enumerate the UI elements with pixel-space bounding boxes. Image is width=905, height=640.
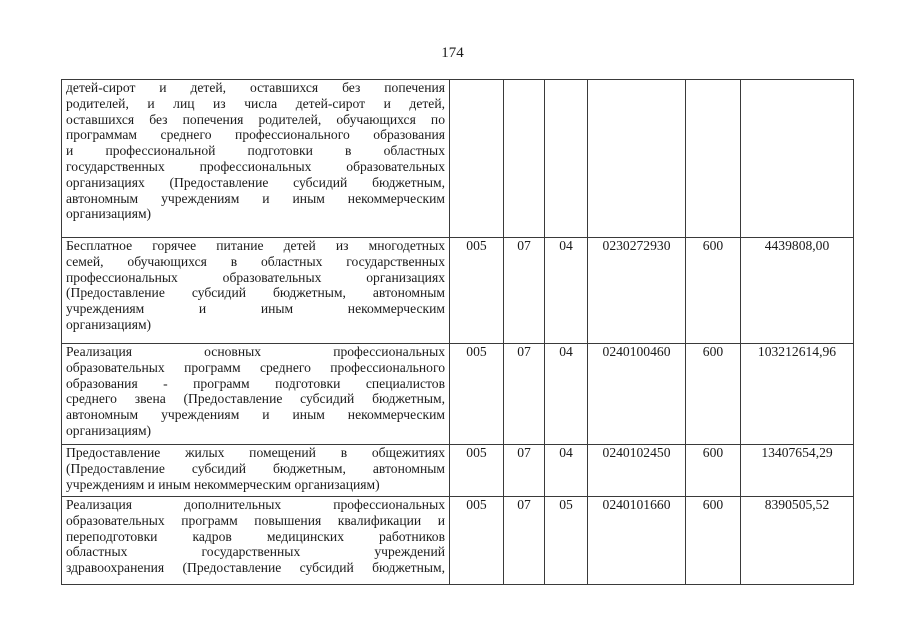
ministry-code-cell [450, 80, 504, 238]
description-line: Бесплатное горячее питание детей из многодетных [66, 238, 445, 253]
target-article-cell: 0230272930 [588, 238, 686, 344]
subsection-code-cell [545, 80, 588, 238]
expense-type-cell: 600 [686, 445, 741, 497]
description-line: оставшихся без попечения родителей, обучающихся по [66, 111, 445, 127]
section-code-cell: 07 [504, 445, 545, 497]
description-line: Реализация дополнительных профессиональных [66, 497, 445, 512]
ministry-code-cell: 005 [450, 344, 504, 445]
description-line: программам среднего профессионального образования [66, 127, 445, 143]
description-line: и профессиональной подготовки в областных [66, 143, 445, 159]
description-cell [62, 344, 450, 445]
amount-cell [741, 80, 854, 238]
budget-table [61, 79, 854, 585]
subsection-code-cell: 04 [545, 344, 588, 445]
description-line: учреждениям и иным некоммерческим [66, 301, 445, 317]
section-code-cell: 07 [504, 497, 545, 585]
expense-type-cell [686, 80, 741, 238]
description-line: здравоохранения (Предоставление субсидий бюджетным, [66, 560, 445, 576]
target-article-cell: 0240100460 [588, 344, 686, 445]
description-line: учреждениям и иным некоммерческим организациям) [66, 476, 380, 492]
ministry-code-cell: 005 [450, 497, 504, 585]
description-cell [62, 80, 450, 238]
target-article-cell: 0240102450 [588, 445, 686, 497]
amount-cell: 13407654,29 [741, 445, 854, 497]
description-line: родителей, и лиц из числа детей-сирот и детей, [66, 95, 445, 111]
table-row [62, 445, 854, 497]
target-article-cell: 0240101660 [588, 497, 686, 585]
description-cell [62, 497, 450, 585]
expense-type-cell: 600 [686, 238, 741, 344]
description-line: организациям) [66, 206, 152, 222]
target-article-cell [588, 80, 686, 238]
description-line: Реализация основных профессиональных [66, 344, 445, 359]
description-line: автономным учреждениям и иным некоммерческим [66, 190, 445, 206]
table-row [62, 238, 854, 344]
description-cell [62, 445, 450, 497]
description-line: переподготовки кадров медицинских работников [66, 528, 445, 544]
ministry-code-cell: 005 [450, 445, 504, 497]
description-line: (Предоставление субсидий бюджетным, автономным [66, 460, 445, 476]
expense-type-cell: 600 [686, 497, 741, 585]
ministry-code-cell: 005 [450, 238, 504, 344]
description-line: семей, обучающихся в областных государственных [66, 253, 445, 269]
description-line: автономным учреждениям и иным некоммерческим [66, 407, 445, 423]
description-line: образовательных программ среднего профессионального [66, 359, 445, 375]
subsection-code-cell: 05 [545, 497, 588, 585]
description-line: Предоставление жилых помещений в общежитиях [66, 445, 445, 460]
amount-cell: 103212614,96 [741, 344, 854, 445]
amount-cell: 4439808,00 [741, 238, 854, 344]
description-line: детей-сирот и детей, оставшихся без попечения [66, 80, 445, 95]
description-line: государственных профессиональных образовательных [66, 158, 445, 174]
description-cell [62, 238, 450, 344]
subsection-code-cell: 04 [545, 238, 588, 344]
description-line: организациях (Предоставление субсидий бюджетным, [66, 174, 445, 190]
description-line: образования - программ подготовки специалистов [66, 375, 445, 391]
subsection-code-cell: 04 [545, 445, 588, 497]
description-line: среднего звена (Предоставление субсидий бюджетным, [66, 391, 445, 407]
page-number: 174 [441, 45, 464, 61]
description-line: образовательных программ повышения квалификации и [66, 512, 445, 528]
description-line: (Предоставление субсидий бюджетным, автономным [66, 285, 445, 301]
table-row [62, 344, 854, 445]
section-code-cell [504, 80, 545, 238]
description-line: профессиональных образовательных организациях [66, 269, 445, 285]
table-row [62, 80, 854, 238]
description-line: областных государственных учреждений [66, 544, 445, 560]
section-code-cell: 07 [504, 344, 545, 445]
section-code-cell: 07 [504, 238, 545, 344]
expense-type-cell: 600 [686, 344, 741, 445]
description-line: организациям) [66, 316, 152, 332]
description-line: организациям) [66, 422, 152, 438]
amount-cell: 8390505,52 [741, 497, 854, 585]
table-row [62, 497, 854, 585]
